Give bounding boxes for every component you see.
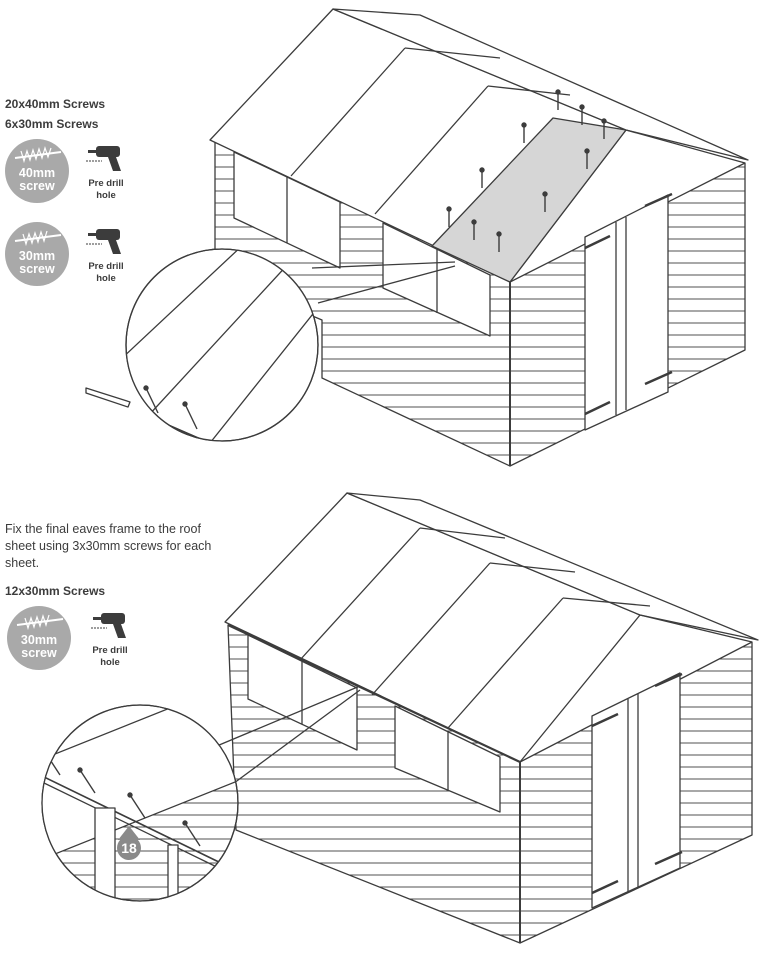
screw-count-6x30: 6x30mm Screws: [5, 117, 99, 131]
badge-size: 40mm: [18, 166, 56, 180]
pre-drill-line: hole: [96, 190, 116, 201]
instruction-line: sheet using 3x30mm screws for each: [5, 539, 212, 553]
pre-drill-line: Pre drill: [88, 261, 124, 272]
part-number-label: 18: [121, 840, 137, 856]
badge-size: 30mm: [20, 633, 58, 647]
instruction-line: Fix the final eaves frame to the roof: [5, 522, 201, 536]
pre-drill-line: hole: [100, 657, 120, 668]
screw-count-12x30: 12x30mm Screws: [5, 584, 106, 598]
badge-type: screw: [19, 179, 55, 193]
pre-drill-line: hole: [96, 273, 116, 284]
pre-drill-line: Pre drill: [92, 645, 128, 656]
instruction-line: sheet.: [5, 556, 40, 570]
pre-drill-line: Pre drill: [88, 178, 124, 189]
badge-type: screw: [21, 646, 57, 660]
screw-count-20x40: 20x40mm Screws: [5, 97, 106, 111]
badge-size: 30mm: [18, 249, 56, 263]
door: [592, 673, 680, 908]
badge-type: screw: [19, 262, 55, 276]
